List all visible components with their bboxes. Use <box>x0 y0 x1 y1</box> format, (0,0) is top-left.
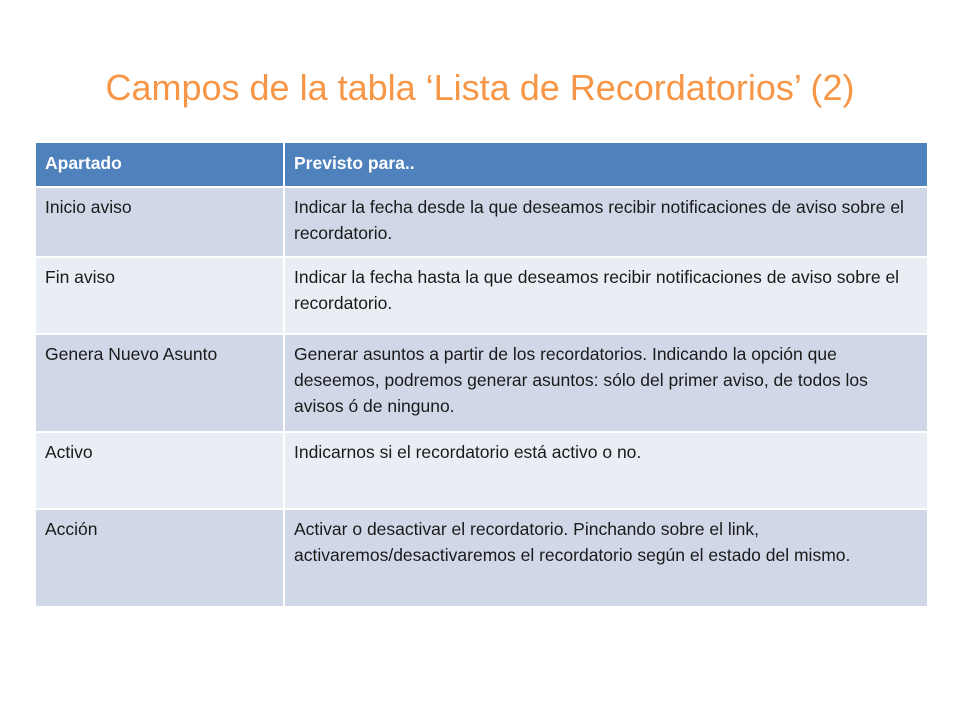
field-name-cell: Inicio aviso <box>35 187 284 257</box>
table-row <box>35 432 928 509</box>
field-name-cell: Fin aviso <box>35 257 284 334</box>
header-apartado: Apartado <box>35 142 284 187</box>
table-header-row <box>35 142 928 187</box>
field-name-cell: Genera Nuevo Asunto <box>35 334 284 432</box>
slide-title: Campos de la tabla ‘Lista de Recordatorios’ (2) <box>105 67 855 108</box>
field-description-cell: Indicarnos si el recordatorio está activo o no. <box>284 432 928 509</box>
table-row <box>35 257 928 334</box>
field-description-cell: Generar asuntos a partir de los recordatorios. Indicando la opción que deseemos, podremos generar asuntos: sólo del primer aviso, de todos los avisos ó de ninguno. <box>284 334 928 432</box>
field-name-cell: Activo <box>35 432 284 509</box>
table-row <box>35 187 928 257</box>
field-description-cell: Indicar la fecha hasta la que deseamos recibir notificaciones de aviso sobre el recordatorio. <box>284 257 928 334</box>
header-previsto-para: Previsto para.. <box>284 142 928 187</box>
fields-table <box>34 141 929 608</box>
field-description-cell: Activar o desactivar el recordatorio. Pinchando sobre el link, activaremos/desactivaremos el recordatorio según el estado del mismo. <box>284 509 928 607</box>
field-name-cell: Acción <box>35 509 284 607</box>
field-description-cell: Indicar la fecha desde la que deseamos recibir notificaciones de aviso sobre el recordatorio. <box>284 187 928 257</box>
table-row <box>35 509 928 607</box>
table-row <box>35 334 928 432</box>
